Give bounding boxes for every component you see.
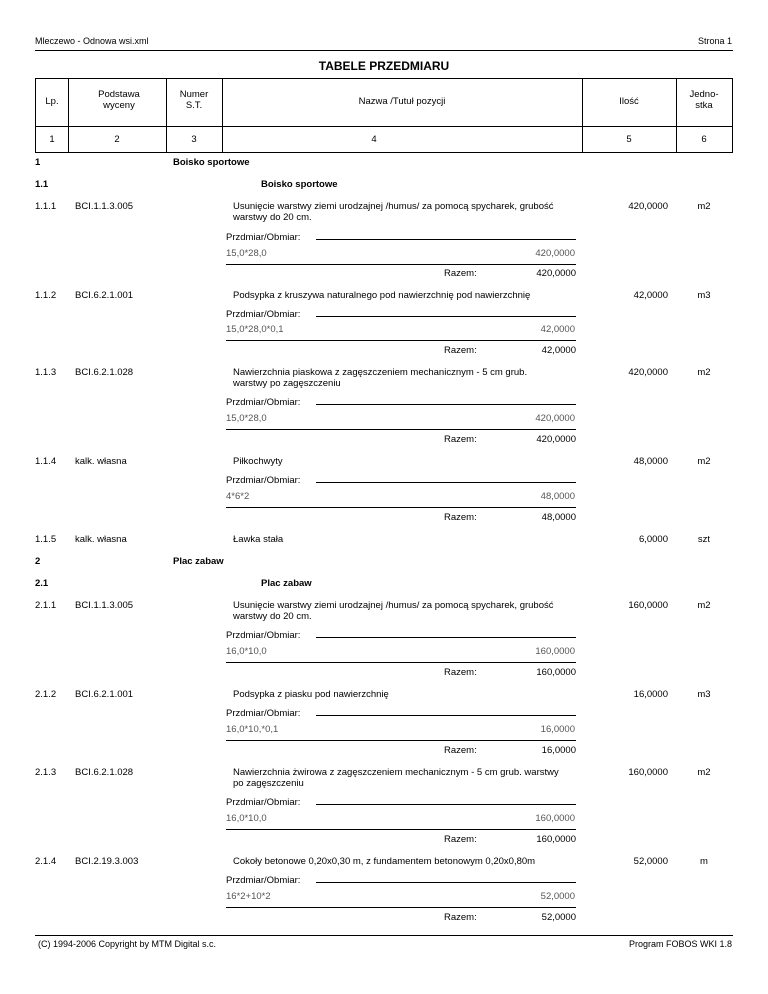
item-podstawa: BCI.6.2.1.001 (75, 689, 134, 700)
col-number-6: 6 (701, 134, 707, 145)
obmiar-value: 48,0000 (540, 491, 575, 502)
item-podstawa: kalk. własna (75, 534, 127, 545)
col-number-5: 5 (626, 134, 632, 145)
footer-program: Program FOBOS WKI 1.8 (628, 939, 732, 949)
obmiar-label: Przdmiar/Obmiar: (226, 630, 301, 641)
item-description: Nawierzchnia piaskowa z zagęszczeniem mechanicznym - 5 cm grub. warstwy po zagęszczeniu (233, 367, 528, 389)
col-ilosc: Ilość (619, 96, 639, 107)
obmiar-formula: 15,0*28,0 (226, 413, 267, 424)
item-unit: m2 (697, 600, 711, 611)
obmiar-formula: 4*6*2 (226, 491, 250, 502)
obmiar-label: Przdmiar/Obmiar: (226, 797, 301, 808)
obmiar-formula: 15,0*28,0*0,1 (226, 324, 284, 335)
item-podstawa: BCI.1.1.3.005 (75, 600, 134, 611)
item-description: Cokoły betonowe 0,20x0,30 m, z fundamentem betonowym 0,20x0,80m (233, 856, 536, 867)
item-podstawa: BCI.1.1.3.005 (75, 201, 134, 212)
page-title: TABELE PRZEDMIARU (318, 59, 450, 73)
razem-value: 160,0000 (536, 667, 576, 678)
col-lp: Lp. (45, 96, 59, 107)
razem-label: Razem: (444, 834, 477, 845)
item-lp: 2.1.3 (35, 767, 57, 778)
item-lp: 1.1.2 (35, 290, 57, 301)
item-lp: 1.1.4 (35, 456, 57, 467)
razem-label: Razem: (444, 434, 477, 445)
obmiar-formula: 16*2+10*2 (226, 891, 271, 902)
item-quantity: 420,0000 (628, 201, 668, 212)
razem-label: Razem: (444, 268, 477, 279)
obmiar-value: 52,0000 (540, 891, 575, 902)
item-unit: m3 (697, 689, 711, 700)
subsection-lp: 2.1 (35, 578, 49, 589)
item-quantity: 420,0000 (628, 367, 668, 378)
item-lp: 2.1.4 (35, 856, 57, 867)
col-nazwa: Nazwa /Tutuł pozycji (358, 96, 446, 107)
razem-label: Razem: (444, 512, 477, 523)
obmiar-formula: 16,0*10,0 (226, 813, 267, 824)
obmiar-label: Przdmiar/Obmiar: (226, 309, 301, 320)
item-lp: 2.1.1 (35, 600, 57, 611)
item-quantity: 42,0000 (633, 290, 668, 301)
razem-label: Razem: (444, 667, 477, 678)
obmiar-label: Przdmiar/Obmiar: (226, 708, 301, 719)
item-lp: 1.1.1 (35, 201, 57, 212)
header-rule (35, 50, 733, 51)
razem-value: 420,0000 (536, 268, 576, 279)
col-number-4: 4 (371, 134, 377, 145)
razem-label: Razem: (444, 912, 477, 923)
obmiar-label: Przdmiar/Obmiar: (226, 475, 301, 486)
obmiar-formula: 16,0*10,0 (226, 646, 267, 657)
razem-value: 48,0000 (541, 512, 576, 523)
razem-value: 16,0000 (541, 745, 576, 756)
razem-value: 52,0000 (541, 912, 576, 923)
col-jednostka: Jedno-stka (689, 89, 719, 111)
item-unit: szt (697, 534, 711, 545)
obmiar-label: Przdmiar/Obmiar: (226, 875, 301, 886)
item-description: Usunięcie warstwy ziemi urodzajnej /humus/ za pomocą spycharek, grubość warstwy do 20 cm. (233, 201, 554, 223)
razem-label: Razem: (444, 745, 477, 756)
section-name: Boisko sportowe (173, 157, 250, 168)
item-quantity: 16,0000 (633, 689, 668, 700)
obmiar-formula: 16,0*10,*0,1 (226, 724, 279, 735)
obmiar-value: 420,0000 (535, 413, 575, 424)
item-quantity: 52,0000 (633, 856, 668, 867)
col-podstawa: Podstawa wyceny (98, 89, 140, 111)
obmiar-formula: 15,0*28,0 (226, 248, 267, 259)
item-podstawa: BCI.6.2.1.028 (75, 767, 134, 778)
item-description: Podsypka z kruszywa naturalnego pod nawierzchnię pod nawierzchnię (233, 290, 531, 301)
obmiar-value: 42,0000 (540, 324, 575, 335)
section-lp: 1 (35, 157, 41, 168)
item-unit: m (700, 856, 708, 867)
col-numer: Numer S.T. (179, 89, 209, 111)
section-lp: 2 (35, 556, 41, 567)
obmiar-value: 16,0000 (540, 724, 575, 735)
col-number-1: 1 (49, 134, 55, 145)
razem-value: 42,0000 (541, 345, 576, 356)
col-number-3: 3 (191, 134, 197, 145)
item-lp: 2.1.2 (35, 689, 57, 700)
item-quantity: 6,0000 (638, 534, 668, 545)
item-podstawa: BCI.6.2.1.028 (75, 367, 134, 378)
item-unit: m3 (697, 290, 711, 301)
item-lp: 1.1.3 (35, 367, 57, 378)
obmiar-label: Przdmiar/Obmiar: (226, 397, 301, 408)
item-podstawa: BCI.2.19.3.003 (75, 856, 139, 867)
section-name: Plac zabaw (173, 556, 224, 567)
item-lp: 1.1.5 (35, 534, 57, 545)
item-description: Piłkochwyty (233, 456, 283, 467)
item-description: Usunięcie warstwy ziemi urodzajnej /humus/ za pomocą spycharek, grubość warstwy do 20 cm. (233, 600, 554, 622)
item-description: Podsypka z piasku pod nawierzchnię (233, 689, 389, 700)
razem-label: Razem: (444, 345, 477, 356)
obmiar-value: 160,0000 (535, 813, 575, 824)
obmiar-value: 160,0000 (535, 646, 575, 657)
obmiar-label: Przdmiar/Obmiar: (226, 232, 301, 243)
item-quantity: 48,0000 (633, 456, 668, 467)
obmiar-value: 420,0000 (535, 248, 575, 259)
subsection-name: Boisko sportowe (261, 179, 338, 190)
item-quantity: 160,0000 (628, 600, 668, 611)
col-number-2: 2 (114, 134, 120, 145)
header-file-name: Mleczewo - Odnowa wsi.xml (35, 36, 149, 46)
footer-rule (35, 935, 733, 936)
subsection-name: Plac zabaw (261, 578, 312, 589)
header-page-number: Strona 1 (697, 36, 732, 46)
item-description: Ławka stała (233, 534, 284, 545)
footer-copyright: (C) 1994-2006 Copyright by MTM Digital s.c. (38, 939, 217, 949)
item-podstawa: kalk. własna (75, 456, 127, 467)
item-unit: m2 (697, 367, 711, 378)
item-quantity: 160,0000 (628, 767, 668, 778)
razem-value: 420,0000 (536, 434, 576, 445)
item-unit: m2 (697, 767, 711, 778)
item-unit: m2 (697, 456, 711, 467)
subsection-lp: 1.1 (35, 179, 49, 190)
item-podstawa: BCI.6.2.1.001 (75, 290, 134, 301)
item-description: Nawierzchnia żwirowa z zagęszczeniem mechanicznym - 5 cm grub. warstwy po zagęszczeniu (233, 767, 559, 789)
razem-value: 160,0000 (536, 834, 576, 845)
item-unit: m2 (697, 201, 711, 212)
